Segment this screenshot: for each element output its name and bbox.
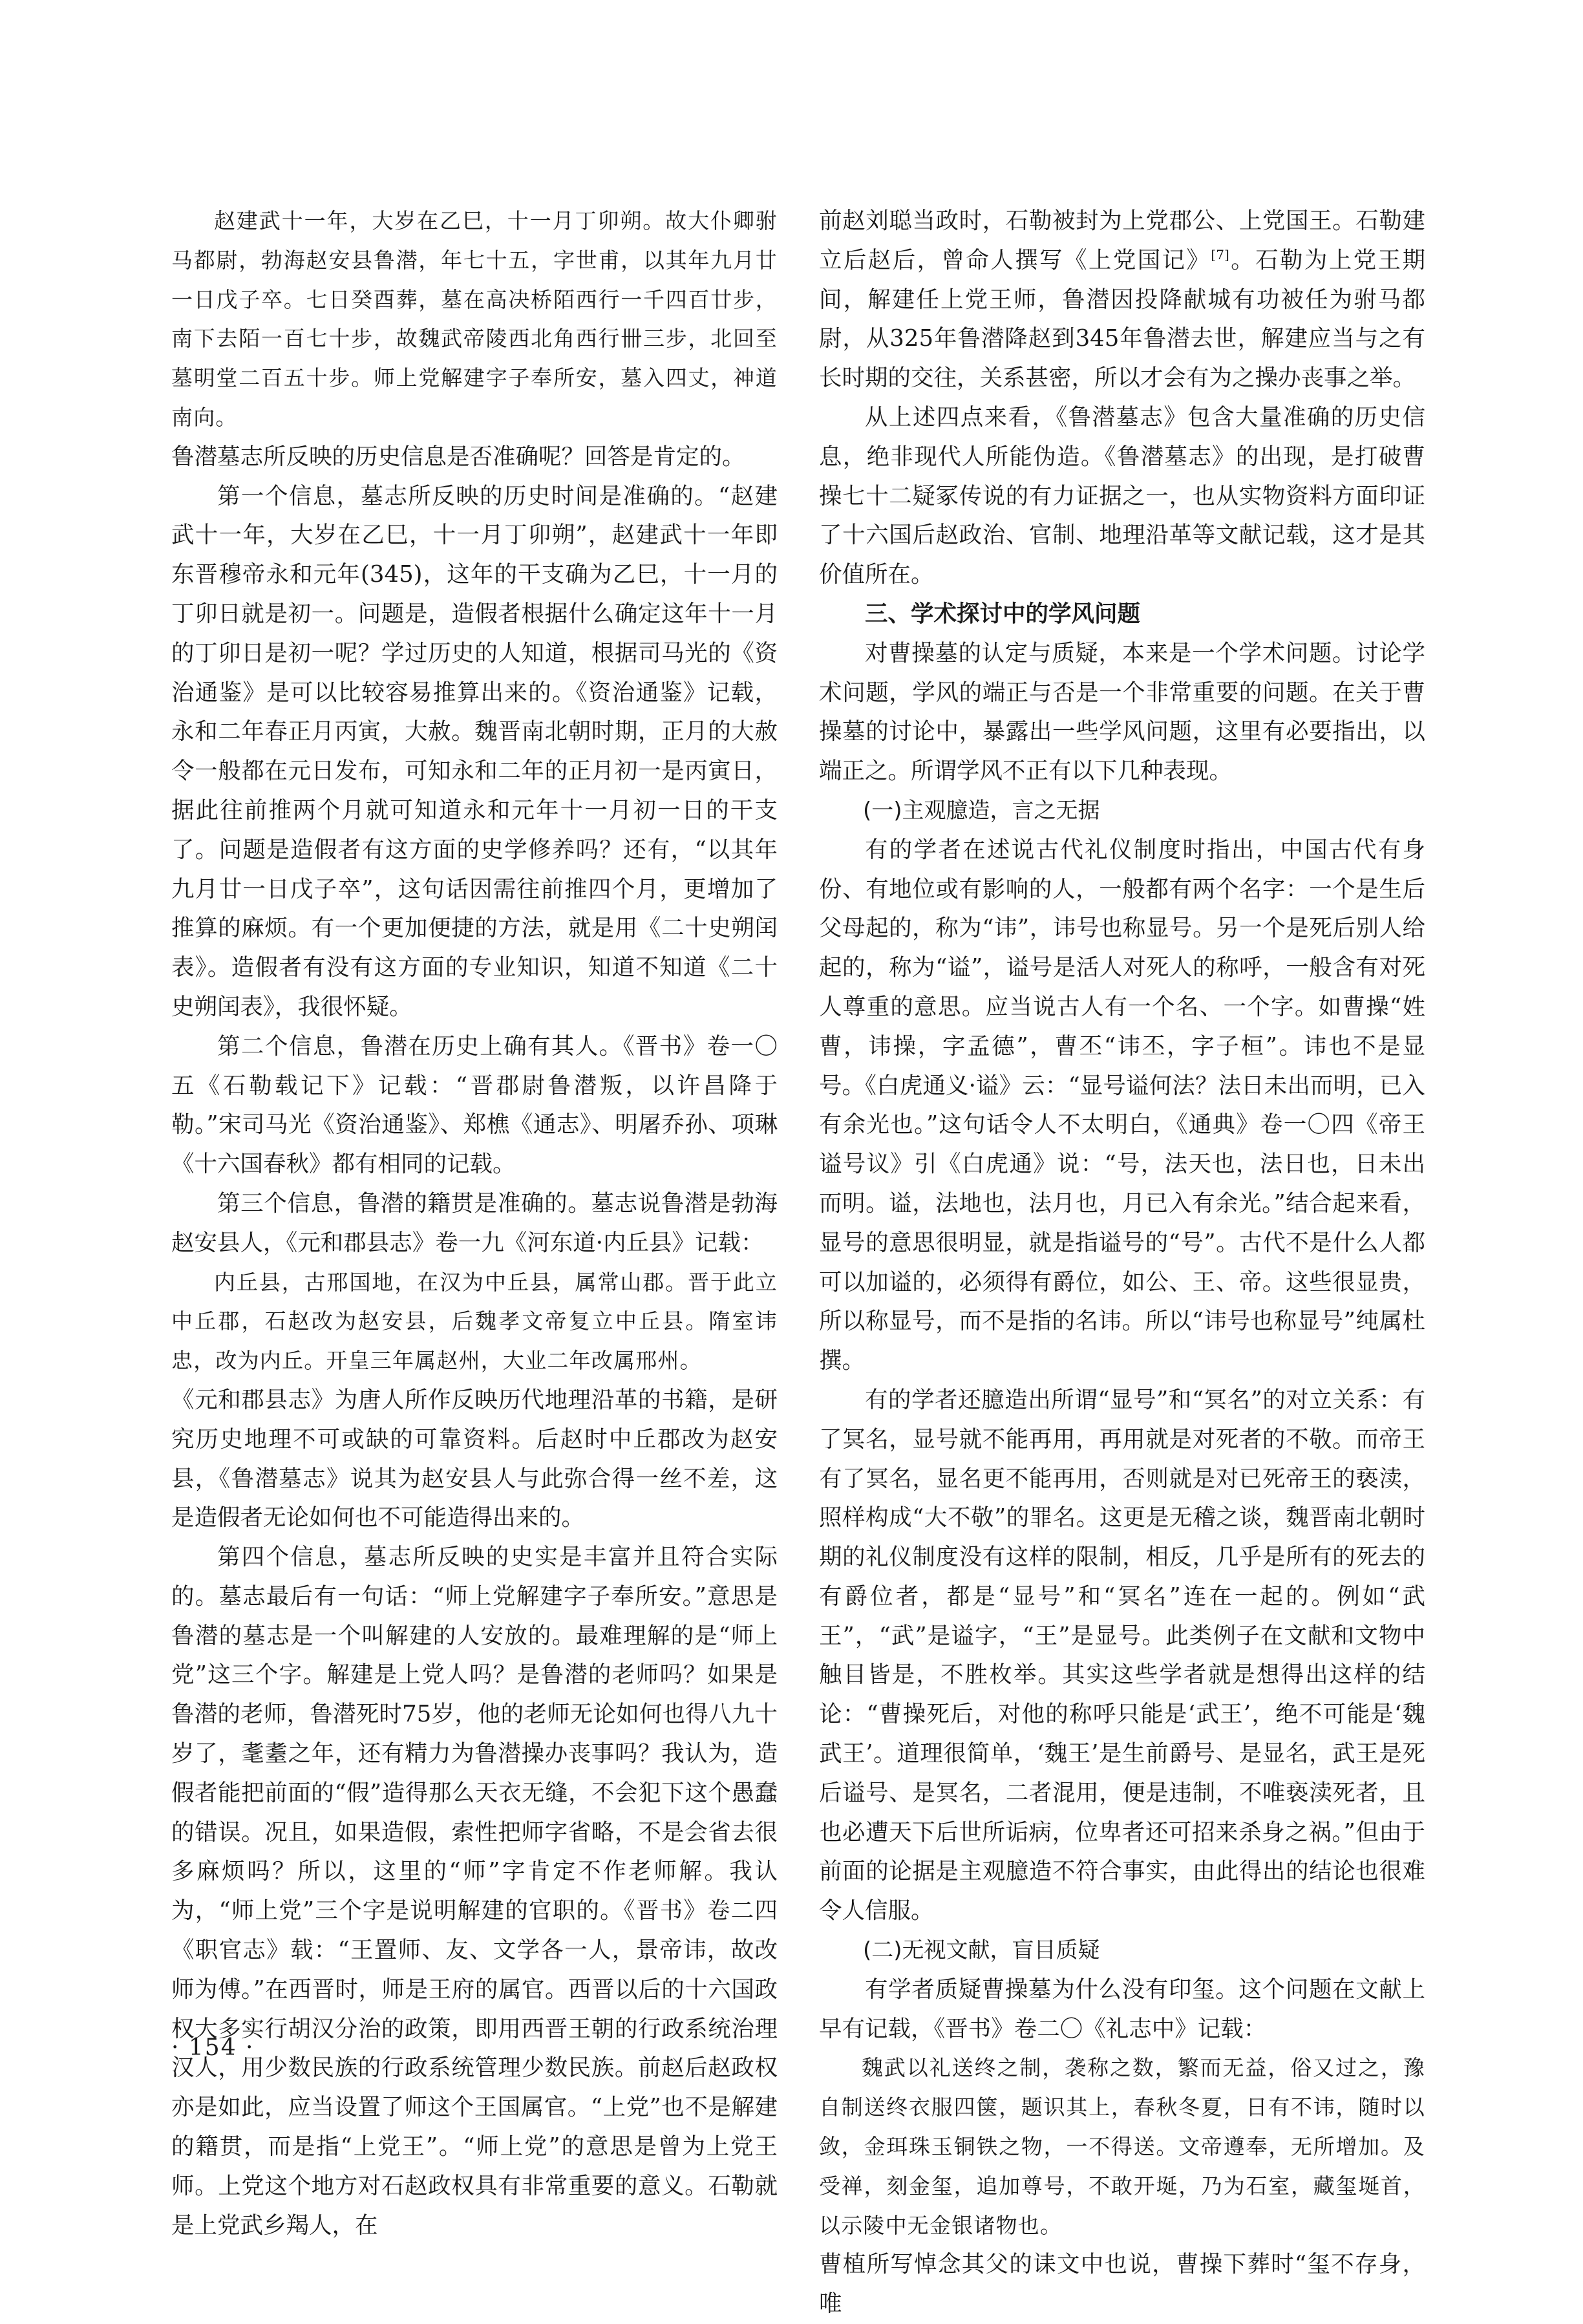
- paragraph: 第一个信息，墓志所反映的历史时间是准确的。“赵建武十一年，大岁在乙巳，十一月丁卯朔”，赵建武十一年即东晋穆帝永和元年(345)，这年的干支确为乙巳，十一月的丁卯日就是初一。问题是，造假者根据什么确定这年十一月的丁卯日是初一呢？学过历史的人知道，根据司马光的《资治通鉴》是可以比较容易推算出来的。《资治通鉴》记载，永和二年春正月丙寅，大赦。魏晋南北朝时期，正月的大赦令一般都在元日发布，可知永和二年的正月初一是丙寅日，据此往前推两个月就可知道永和元年十一月初一日的干支了。问题是造假者有这方面的史学修养吗？还有，“以其年九月廿一日戊子卒”，这句话因需往前推四个月，更增加了推算的麻烦。有一个更加便捷的方法，就是用《二十史朔闰表》。造假者有没有这方面的专业知识，知道不知道《二十史朔闰表》，我很怀疑。: [171, 482, 778, 1020]
- paragraph: 对曹操墓的认定与质疑，本来是一个学术问题。讨论学术问题，学风的端正与否是一个非常重要的问题。在关于曹操墓的讨论中，暴露出一些学风问题，这里有必要指出，以端正之。所谓学风不正有以下几种表现。: [819, 639, 1425, 785]
- paragraph: 鲁潜墓志所反映的历史信息是否准确呢？回答是肯定的。: [171, 443, 745, 470]
- epitaph-quote: 赵建武十一年，大岁在乙巳，十一月丁卯朔。故大仆卿驸马都尉，勃海赵安县鲁潜，年七十五，字世甫，以其年九月廿一日戊子卒。七日癸酉葬，墓在高决桥陌西行一千四百廿步，南下去陌一百七十步，故魏武帝陵西北角西行卌三步，北回至墓明堂二百五十步。师上党解建字子奉所安，墓入四丈，神道南向。: [171, 208, 778, 430]
- paragraph: 有学者质疑曹操墓为什么没有印玺。这个问题在文献上早有记载，《晋书》卷二〇《礼志中》记载：: [819, 1976, 1425, 2042]
- paragraph: 《元和郡县志》为唐人所作反映历代地理沿革的书籍，是研究历史地理不可或缺的可靠资料。后赵时中丘郡改为赵安县，《鲁潜墓志》说其为赵安县人与此弥合得一丝不差，这是造假者无论如何也不可能造得出来的。: [171, 1386, 778, 1531]
- left-column: [171, 202, 778, 2245]
- page-number: · 154 ·: [171, 2034, 255, 2061]
- subsection-heading: (二)无视文献，盲目质疑: [863, 1937, 1100, 1964]
- right-column: [819, 202, 1425, 2324]
- jinshu-quote: 魏武以礼送终之制，袭称之数，繁而无益，俗又过之，豫自制送终衣服四箧，题识其上，春秋冬夏，日有不讳，随时以敛，金珥珠玉铜铁之物，一不得送。文帝遵奉，无所增加。及受禅，刻金玺，追加尊号，不敢开埏，乃为石室，藏玺埏首，以示陵中无金银诸物也。: [819, 2055, 1425, 2238]
- paragraph-text: 前赵刘聪当政时，石勒被封为上党郡公、上党国王。石勒建立后赵后，曾命人撰写《上党国记》: [819, 208, 1425, 273]
- paragraph: 有的学者还臆造出所谓“显号”和“冥名”的对立关系：有了冥名，显号就不能再用，再用就是对死者的不敬。而帝王有了冥名，显名更不能再用，否则就是对已死帝王的亵渎，照样构成“大不敬”的罪名。这更是无稽之谈，魏晋南北朝时期的礼仪制度没有这样的限制，相反，几乎是所有的死去的有爵位者，都是“显号”和“冥名”连在一起的。例如“武王”，“武”是谥字，“王”是显号。此类例子在文献和文物中触目皆是，不胜枚举。其实这些学者就是想得出这样的结论：“曹操死后，对他的称呼只能是‘武王’，绝不可能是‘魏武王’。道理很简单，‘魏王’是生前爵号、是显名，武王是死后谥号、是冥名，二者混用，便是违制，不唯亵渎死者，且也必遭天下后世所诟病，位卑者还可招来杀身之祸。”但由于前面的论据是主观臆造不符合事实，由此得出的结论也很难令人信服。: [819, 1386, 1425, 1924]
- paragraph: 从上述四点来看，《鲁潜墓志》包含大量准确的历史信息，绝非现代人所能伪造。《鲁潜墓志》的出现，是打破曹操七十二疑冢传说的有力证据之一，也从实物资料方面印证了十六国后赵政治、官制、地理沿革等文献记载，这才是其价值所在。: [819, 403, 1425, 588]
- paragraph: [819, 202, 1425, 398]
- paragraph-text: 。石勒为上党王期间，解建任上党王师，鲁潜因投降献城有功被任为驸马都尉，从325年鲁潜降赵到345年鲁潜去世，解建应当与之有长时期的交往，关系甚密，所以才会有为之操办丧事之举。: [819, 246, 1425, 392]
- paragraph: 曹植所写悼念其父的诔文中也说，曹操下葬时“玺不存身，唯: [819, 2251, 1425, 2318]
- paragraph: 第四个信息，墓志所反映的史实是丰富并且符合实际的。墓志最后有一句话：“师上党解建字子奉所安。”意思是鲁潜的墓志是一个叫解建的人安放的。最难理解的是“师上党”这三个字。解建是上党人吗？是鲁潜的老师吗？如果是鲁潜的老师，鲁潜死时75岁，他的老师无论如何也得八九十岁了，耄耋之年，还有精力为鲁潜操办丧事吗？我认为，造假者能把前面的“假”造得那么天衣无缝，不会犯下这个愚蠢的错误。况且，如果造假，索性把师字省略，不是会省去很多麻烦吗？所以，这里的“师”字肯定不作老师解。我认为，“师上党”三个字是说明解建的官职的。《晋书》卷二四《职官志》载：“王置师、友、文学各一人，景帝讳，故改师为傅。”在西晋时，师是王府的属官。西晋以后的十六国政权大多实行胡汉分治的政策，即用西晋王朝的行政系统治理汉人，用少数民族的行政系统管理少数民族。前赵后赵政权亦是如此，应当设置了师这个王国属官。“上党”也不是解建的籍贯，而是指“上党王”。“师上党”的意思是曾为上党王师。上党这个地方对石赵政权具有非常重要的意义。石勒就是上党武乡羯人，在: [171, 1544, 778, 2239]
- gazetteer-quote: 内丘县，古邢国地，在汉为中丘县，属常山郡。晋于此立中丘郡，石赵改为赵安县，后魏孝文帝复立中丘县。隋室讳忠，改为内丘。开皇三年属赵州，大业二年改属邢州。: [171, 1269, 778, 1374]
- citation-ref: [7]: [1211, 246, 1229, 262]
- paragraph: 第三个信息，鲁潜的籍贯是准确的。墓志说鲁潜是勃海赵安县人，《元和郡县志》卷一九《河东道·内丘县》记载：: [171, 1189, 778, 1256]
- section-heading: 三、学术探讨中的学风问题: [865, 600, 1141, 627]
- subsection-heading: (一)主观臆造，言之无据: [863, 797, 1100, 824]
- paragraph: 有的学者在述说古代礼仪制度时指出，中国古代有身份、有地位或有影响的人，一般都有两个名字：一个是生后父母起的，称为“讳”，讳号也称显号。另一个是死后别人给起的，称为“谥”，谥号是活人对死人的称呼，一般含有对死人尊重的意思。应当说古人有一个名、一个字。如曹操“姓曹，讳操，字孟德”，曹丕“讳丕，字子桓”。讳也不是显号。《白虎通义·谥》云：“显号谥何法？法日未出而明，已入有余光也。”这句话令人不太明白，《通典》卷一〇四《帝王谥号议》引《白虎通》说：“号，法天也，法日也，日未出而明。谥，法地也，法月也，月已入有余光。”结合起来看，显号的意思很明显，就是指谥号的“号”。古代不是什么人都可以加谥的，必须得有爵位，如公、王、帝。这些很显贵，所以称显号，而不是指的名讳。所以“讳号也称显号”纯属杜撰。: [819, 836, 1425, 1374]
- paragraph: 第二个信息，鲁潜在历史上确有其人。《晋书》卷一〇五《石勒载记下》记载：“晋郡尉鲁潜叛，以许昌降于勒。”宋司马光《资治通鉴》、郑樵《通志》、明屠乔孙、项琳《十六国春秋》都有相同的记载。: [171, 1032, 778, 1178]
